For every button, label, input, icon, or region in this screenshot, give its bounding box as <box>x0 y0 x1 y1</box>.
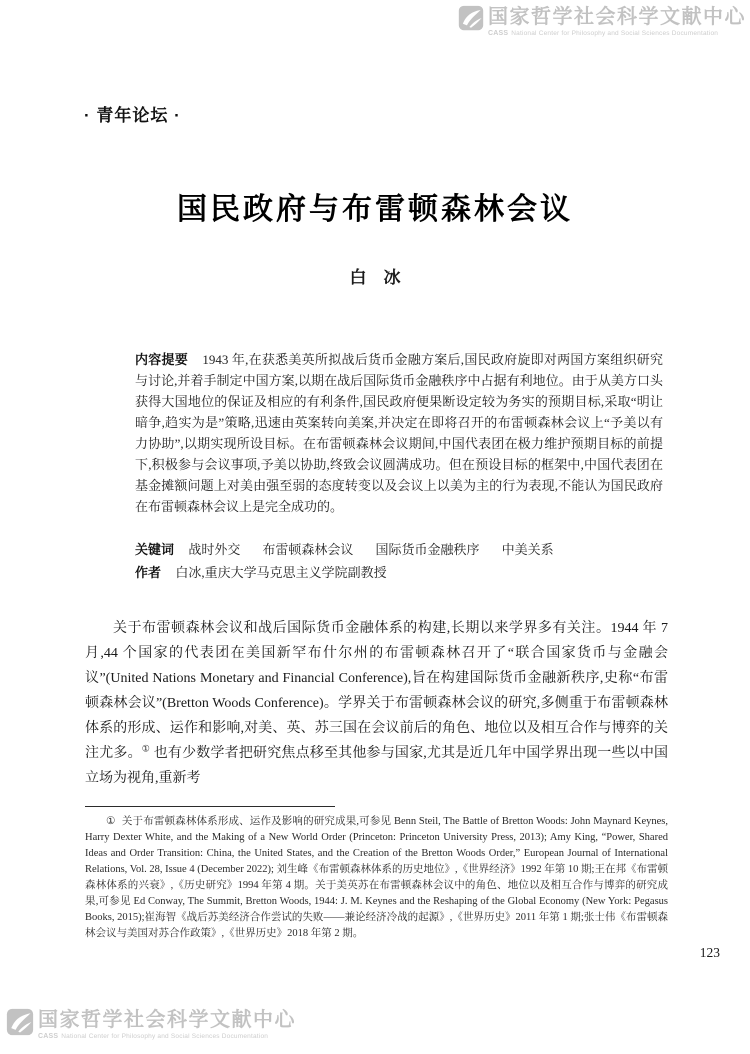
keyword-item: 布雷顿森林会议 <box>262 542 354 557</box>
footer-logo-name: 国家哲学社会科学文献中心 <box>38 1009 296 1031</box>
footnote <box>85 814 668 942</box>
author-name: 白 冰 <box>349 268 401 287</box>
header-logo-name: 国家哲学社会科学文献中心 <box>488 6 746 28</box>
page-title: 国民政府与布雷顿森林会议 <box>177 193 573 226</box>
footer-logo-subtitle: CASS National Center for Philosophy and Social Sciences Documentation <box>38 1033 269 1040</box>
author-row <box>135 562 663 581</box>
footnote-divider <box>85 806 335 807</box>
footnote-mark: ① <box>106 816 116 827</box>
keyword-item: 国际货币金融秩序 <box>375 542 480 557</box>
footnote-text: 关于布雷顿森林体系形成、运作及影响的研究成果,可参见 Benn Steil, The Battle of Bretton Woods: John Maynard Keynes, Harry Dexter White, and the Making of a New World Order (Princeton: Princeton University Press, 2013); Amy King, “Power, Shared Ideas and Order Transition: China, the United States, and the Creation of the Bretton Woods Order,” European Journal of International Relations, Vol. 28, Issue 4 (December 2022); 刘生峰《布雷顿森林体系的历史地位》,《世界经济》1992 年第 10 期;王在邦《布雷顿森林体系的兴衰》,《历史研究》1994 年第 4 期。关于美英苏在布雷顿森林会议中的角色、地位以及相互合作与博弈的研究成果,可参见 Ed Conway, The Summit, Bretton Woods, 1944: J. M. Keynes and the Reshaping of the Global Economy (New York: Pegasus Books, 2015);崔海智《战后苏美经济合作尝试的失败——兼论经济冷战的起源》,《世界历史》2011 年第 1 期;张士伟《布雷顿森林会议与美国对苏合作政策》,《世界历史》2018 年第 2 期。 <box>85 816 668 939</box>
body-text-after-ref: 也有少数学者把研究焦点移至其他参与国家,尤其是近几年中国学界出现一些以中国立场为视角,重新考 <box>85 746 669 786</box>
cass-logo-icon <box>6 1008 34 1036</box>
header-logo-abbr: CASS <box>488 30 509 37</box>
keyword-item: 战时外交 <box>188 542 241 557</box>
abstract-block <box>135 349 663 517</box>
page-number: 123 <box>699 945 720 960</box>
abstract-label: 内容提要 <box>135 352 189 367</box>
header-logo-subtitle: CASS National Center for Philosophy and Social Sciences Documentation <box>488 30 719 37</box>
footer-logo <box>6 1008 296 1041</box>
cass-logo-icon <box>458 5 484 31</box>
keyword-item: 中美关系 <box>501 542 554 557</box>
author-label: 作者 <box>135 565 162 580</box>
footnote-ref-mark: ① <box>141 743 151 754</box>
abstract-text: 1943 年,在获悉美英所拟战后货币金融方案后,国民政府旋即对两国方案组织研究与讨论,并着手制定中国方案,以期在战后国际货币金融秩序中占据有利地位。由于从美方口头获得大国地位的保证及相应的有利条件,国民政府便果断设定较为务实的预期目标,采取“明让暗争,趋实为是”策略,迅速由英案转向美案,并决定在即将召开的布雷顿森林会议上“予美以有力协助”,以期实现所设目标。在布雷顿森林会议期间,中国代表团在极力维护预期目标的前提下,积极参与会议事项,予美以协助,终致会议圆满成功。但在预设目标的框架中,中国代表团在基金摊额问题上对美由强至弱的态度转变以及会议上以美为主的行为表现,不能认为国民政府在布雷顿森林会议上是完全成功的。 <box>135 352 663 514</box>
section-label: · 青年论坛 · <box>84 106 181 125</box>
body-text-before-ref: 关于布雷顿森林会议和战后国际货币金融体系的构建,长期以来学界多有关注。1944 年 7 月,44 个国家的代表团在美国新罕布什尔州的布雷顿森林召开了“联合国家货币与金融会议”(United Nations Monetary and Financial Conference),旨在构建国际货币金融新秩序,史称“布雷顿森林会议”(Bretton Woods Conference)。学界关于布雷顿森林会议的研究,多侧重于布雷顿森林体系的形成、运作和影响,对美、英、苏三国在会议前后的角色、地位以及相互合作与博弈的关注尤多。 <box>85 621 668 761</box>
header-logo <box>458 5 746 38</box>
footer-logo-abbr: CASS <box>38 1033 59 1040</box>
body-paragraph <box>85 616 668 791</box>
keywords-label: 关键词 <box>135 542 175 557</box>
author-info-text: 白冰,重庆大学马克思主义学院副教授 <box>175 565 387 580</box>
keywords-row <box>135 539 663 558</box>
